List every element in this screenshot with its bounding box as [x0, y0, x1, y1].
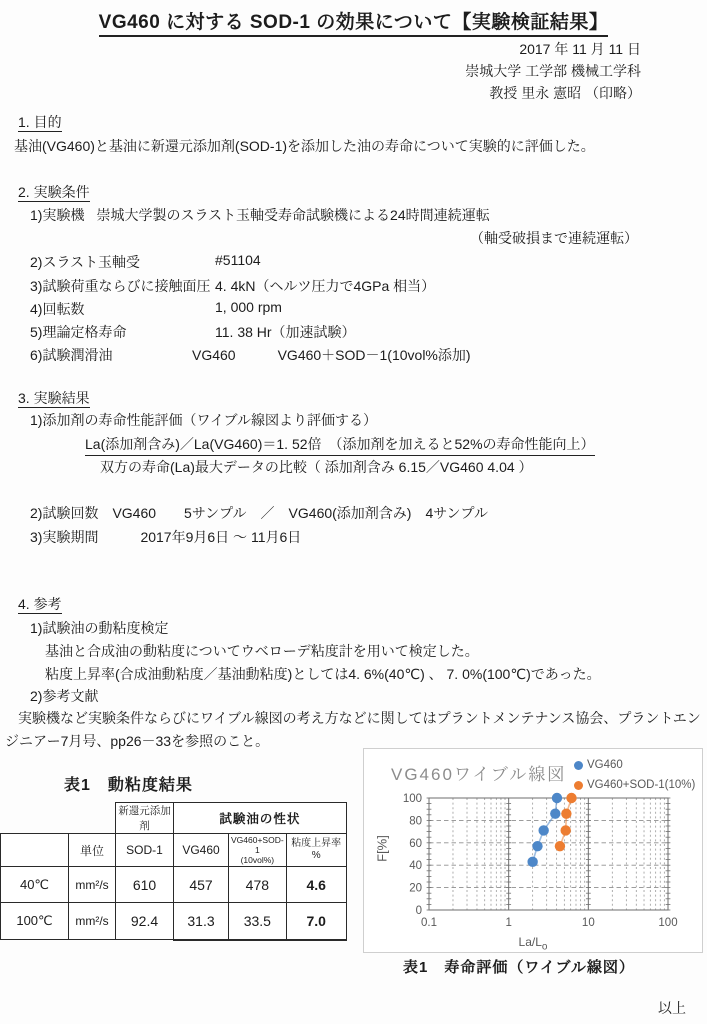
condition-label: 5)理論定格寿命: [30, 324, 127, 340]
legend-marker-icon: [574, 761, 583, 770]
legend-item: [574, 775, 695, 795]
purpose-body: 基油(VG460)と基油に新還元添加剤(SOD-1)を添加した油の寿命について実験的に評価した。: [14, 138, 595, 154]
condition-machine: [30, 205, 490, 225]
svg-text:1: 1: [505, 917, 512, 929]
results-ratio-line: La(添加剤含み)／La(VG460)＝1. 52倍 （添加剤を加えると52%の寿命性能向上）: [85, 434, 595, 456]
reference-viscosity-heading: 1)試験油の動粘度検定: [30, 620, 169, 636]
chart-legend: [574, 755, 695, 795]
table-header-mix: VG460+SOD-1 (10vol%): [229, 834, 287, 867]
svg-text:0: 0: [415, 905, 422, 917]
table-cell-vg460: 457: [174, 867, 229, 903]
svg-text:0.1: 0.1: [421, 917, 437, 929]
section-heading-purpose: 1. 目的: [18, 114, 62, 130]
x-axis-title: $La/L_o$: [518, 935, 548, 953]
results-evaluation-line: 1)添加剤の寿命性能評価（ワイブル線図より評価する）: [30, 412, 378, 428]
document-date: 2017 年 11 月 11 日: [519, 41, 641, 57]
section-heading-conditions: 2. 実験条件: [18, 184, 90, 200]
closing-text: 以上: [658, 1000, 686, 1016]
legend-marker-icon: [574, 781, 583, 790]
viscosity-table: [0, 802, 347, 941]
table-header-sod1: SOD-1: [116, 834, 174, 867]
table-row: [1, 803, 347, 834]
author: 教授 里永 憲昭 （印略）: [489, 85, 641, 101]
header-right-block: [465, 38, 641, 104]
y-axis-title: F[%]: [374, 835, 390, 862]
svg-text:100: 100: [402, 793, 422, 805]
condition-value: 4. 4kN（ヘルツ圧力で4GPa 相当）: [215, 278, 436, 294]
condition-label: 6)試験潤滑油: [30, 347, 113, 363]
condition-label: 3)試験荷重ならびに接触面圧: [30, 278, 211, 294]
results-comparison-line: 双方の寿命(La)最大データの比較（ 添加剤含み 6.15／VG460 4.04 ）: [100, 459, 533, 475]
svg-text:100: 100: [658, 917, 678, 929]
svg-text:80: 80: [409, 815, 422, 828]
table-cell-empty: [1, 803, 116, 834]
reference-literature-body: 実験機など実験条件ならびにワイブル線図の考え方などに関してはプラントメンテナンス協会、プラントエンジニアー7月号、pp26－33を参照のこと。: [5, 710, 701, 749]
table-cell-mix: 478: [229, 867, 287, 903]
section-heading-reference: 4. 参考: [18, 596, 62, 612]
table-row: [1, 834, 347, 867]
table-header-vg460: VG460: [174, 834, 229, 867]
reference-viscosity-line1: 基油と合成油の動粘度についてウベローデ粘度計を用いて検定した。: [45, 643, 479, 659]
viscosity-table-caption: 表1 動粘度結果: [64, 777, 193, 794]
condition-label: 2)スラスト玉軸受: [30, 254, 141, 270]
table-cell-mix: 33.5: [229, 903, 287, 940]
table-cell-rise: 7.0: [286, 903, 346, 940]
table-header-oils: 試験油の性状: [174, 803, 347, 834]
svg-text:40: 40: [409, 860, 422, 873]
condition-value: 崇城大学製のスラスト玉軸受寿命試験機による24時間連続運転: [96, 207, 490, 223]
table-row: [1, 867, 347, 903]
table-cell-temp: 100℃: [1, 903, 69, 940]
reference-literature-heading: 2)参考文献: [30, 688, 99, 704]
table-cell-unit: mm²/s: [69, 903, 116, 940]
condition-value: VG460 VG460＋SOD－1(10vol%添加): [192, 347, 471, 363]
table-cell-vg460: 31.3: [174, 903, 229, 940]
table-header-additive: 新還元添加剤: [116, 803, 174, 834]
table-cell-temp: 40℃: [1, 867, 69, 903]
figure-caption: 表1 寿命評価（ワイブル線図）: [403, 959, 635, 976]
condition-row: [30, 322, 356, 342]
table-cell-sod1: 610: [116, 867, 174, 903]
legend-item: [574, 755, 695, 775]
condition-row: [30, 299, 282, 319]
weibull-chart: [363, 748, 703, 953]
condition-label: 1)実験機: [30, 207, 85, 223]
condition-value: 1, 000 rpm: [215, 299, 282, 315]
results-period-line: 3)実験期間 2017年9月6日 ～ 11月6日: [30, 529, 302, 545]
condition-row: [30, 276, 435, 296]
table-cell-rise: 4.6: [286, 867, 346, 903]
chart-title: VG460ワイブル線図: [391, 765, 567, 784]
table-header-unit: 単位: [69, 834, 116, 867]
svg-text:60: 60: [409, 837, 422, 850]
table-header-rise: 粘度上昇率 %: [286, 834, 346, 867]
table-row: [1, 903, 347, 940]
condition-machine-note: （軸受破損まで連続運転）: [470, 230, 638, 246]
page-title: VG460 に対する SOD-1 の効果について【実験検証結果】: [0, 7, 707, 34]
condition-value: #51104: [215, 252, 261, 268]
table-cell-unit: mm²/s: [69, 867, 116, 903]
svg-text:10: 10: [581, 917, 595, 929]
results-samples-line: 2)試験回数 VG460 5サンプル ／ VG460(添加剤含み) 4サンプル: [30, 505, 488, 521]
condition-value: 11. 38 Hr（加速試験）: [215, 324, 356, 340]
table-cell-empty: [1, 834, 69, 867]
table-cell-sod1: 92.4: [116, 903, 174, 940]
section-heading-results: 3. 実験結果: [18, 390, 90, 406]
condition-label: 4)回転数: [30, 301, 85, 317]
reference-viscosity-line2: 粘度上昇率(合成油動粘度／基油動粘度)としては4. 6%(40℃) 、 7. 0%(100℃)であった。: [45, 666, 601, 682]
condition-row: [30, 252, 261, 272]
legend-label: VG460: [587, 759, 623, 771]
affiliation: 崇城大学 工学部 機械工学科: [465, 63, 641, 79]
svg-text:20: 20: [409, 882, 422, 895]
condition-row: [30, 345, 471, 365]
legend-label: VG460+SOD-1(10%): [587, 779, 696, 791]
